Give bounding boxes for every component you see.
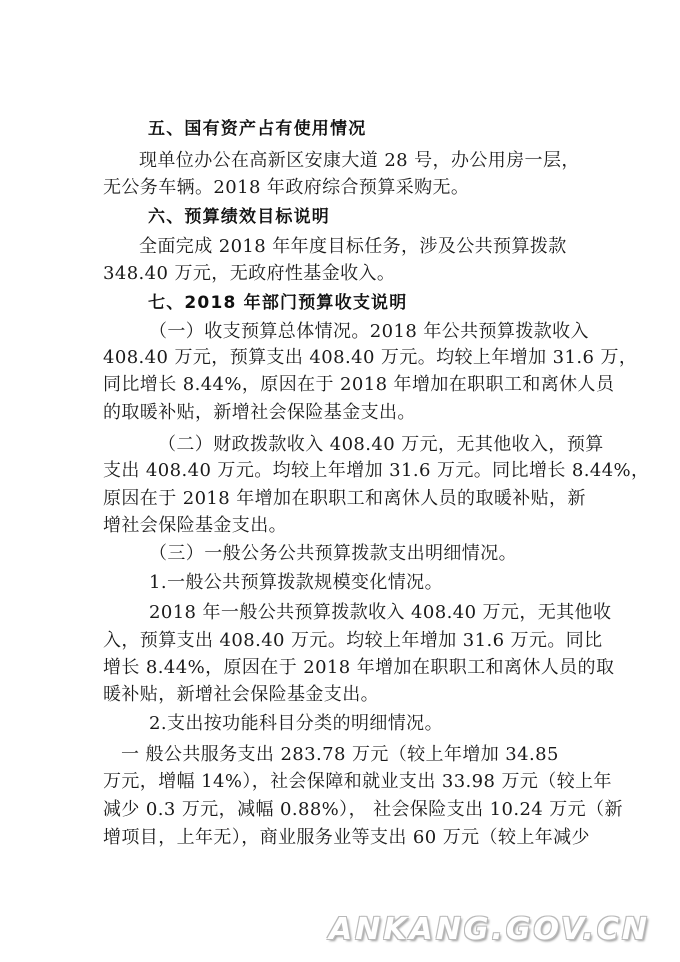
- paragraph-line: 减少 0.3 万元，减幅 0.88%）， 社会保险支出 10.24 万元（新: [103, 799, 623, 820]
- paragraph-line: 增项目，上年无），商业服务业等支出 60 万元（较上年减少: [103, 827, 590, 848]
- paragraph-line: 原因在于 2018 年增加在职职工和离休人员的取暖补贴，新: [103, 488, 586, 509]
- section-heading-performance-goals: 六、预算绩效目标说明: [148, 207, 330, 227]
- paragraph-line: （一）收支预算总体情况。2018 年公共预算拨款收入: [149, 321, 589, 342]
- paragraph-line: 一 般公共服务支出 283.78 万元（较上年增加 34.85: [121, 744, 559, 765]
- section-heading-budget-income-expenditure: 七、2018 年部门预算收支说明: [148, 293, 408, 313]
- paragraph-line: （二）财政拨款收入 408.40 万元，无其他收入，预算: [158, 434, 604, 455]
- paragraph-line: 增长 8.44%，原因在于 2018 年增加在职职工和离休人员的取: [103, 657, 615, 678]
- paragraph-line: 支出 408.40 万元。均较上年增加 31.6 万元。同比增长 8.44%，: [103, 460, 650, 481]
- paragraph-line: 无公务车辆。2018 年政府综合预算采购无。: [103, 177, 470, 198]
- paragraph-line: 入，预算支出 408.40 万元。均较上年增加 31.6 万元。同比: [103, 630, 603, 651]
- paragraph-line: 全面完成 2018 年年度目标任务，涉及公共预算拨款: [139, 236, 567, 257]
- paragraph-line: 增社会保险基金支出。: [103, 515, 287, 536]
- paragraph-line: 现单位办公在高新区安康大道 28 号，办公用房一层，: [139, 150, 580, 171]
- paragraph-line: 348.40 万元，无政府性基金收入。: [103, 263, 396, 284]
- section-heading-asset-usage: 五、国有资产占有使用情况: [148, 119, 367, 139]
- paragraph-line: （三）一般公务公共预算拨款支出明细情况。: [149, 543, 517, 564]
- paragraph-line: 408.40 万元，预算支出 408.40 万元。均较上年增加 31.6 万，: [103, 347, 638, 368]
- paragraph-line: 2.支出按功能科目分类的明细情况。: [149, 713, 443, 734]
- paragraph-line: 2018 年一般公共预算拨款收入 408.40 万元，无其他收: [149, 602, 612, 623]
- paragraph-line: 同比增长 8.44%，原因在于 2018 年增加在职职工和离休人员: [103, 374, 615, 395]
- paragraph-line: 的取暖补贴，新增社会保险基金支出。: [103, 402, 416, 423]
- site-watermark: ANKANG.GOV.CN: [328, 912, 650, 947]
- paragraph-line: 暖补贴，新增社会保险基金支出。: [103, 684, 379, 705]
- paragraph-line: 1.一般公共预算拨款规模变化情况。: [149, 572, 443, 593]
- paragraph-line: 万元，增幅 14%），社会保障和就业支出 33.98 万元（较上年: [103, 771, 612, 792]
